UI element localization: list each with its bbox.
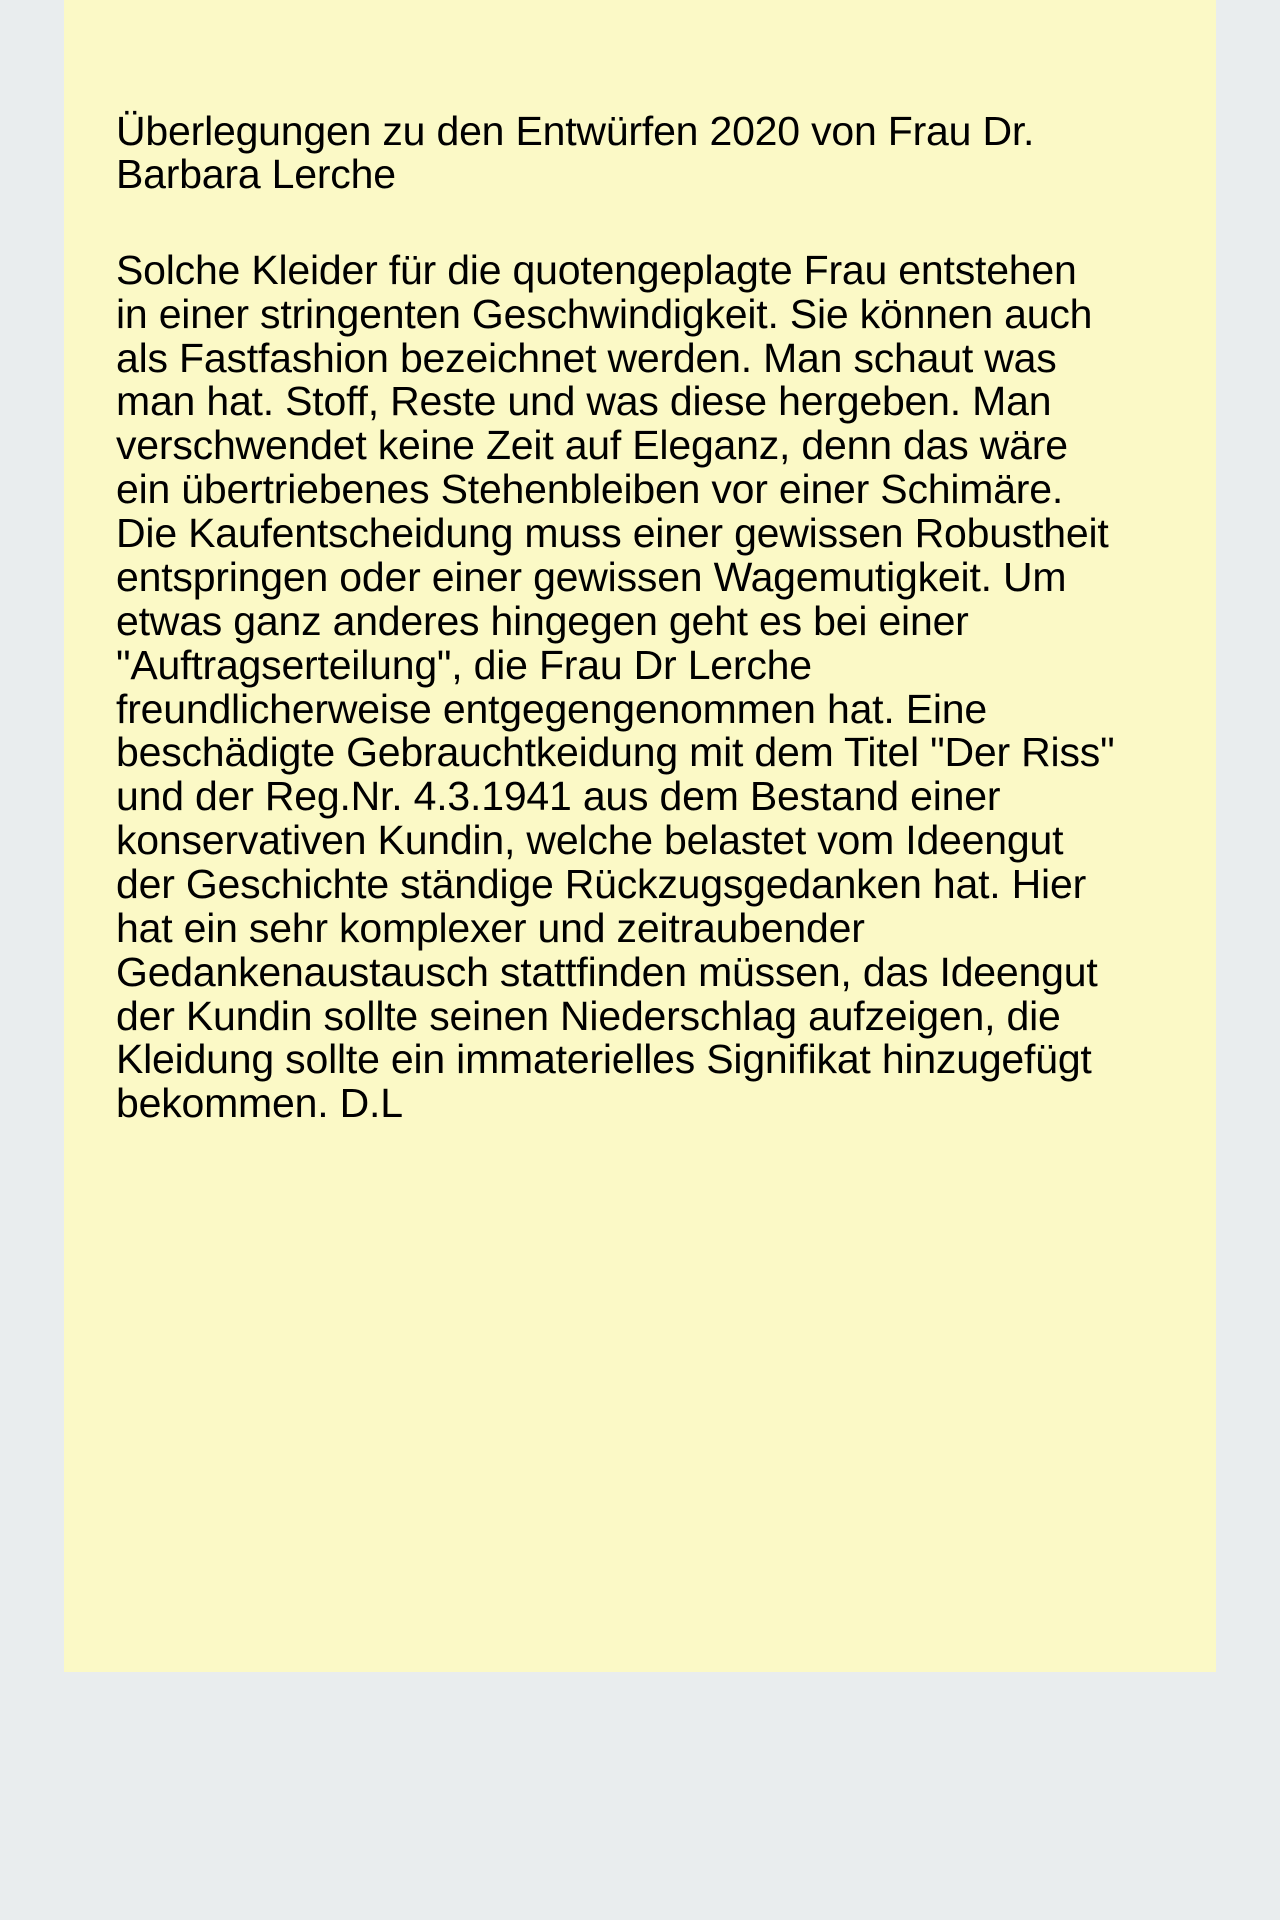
document-page: [64, 0, 1216, 1672]
page-title: Überlegungen zu den Entwürfen 2020 von Frau Dr. Barbara Lerche: [116, 108, 1035, 198]
title-body-spacer: [116, 197, 1116, 249]
document-body-text: Solche Kleider für die quotengeplagte Frau entstehen in einer stringenten Geschwindigkeit. Sie können auch als Fastfashion bezeichnet werden. Man schaut was man hat. Stoff, Reste und was diese hergeben. Man verschwendet keine Zeit auf Eleganz, denn das wäre ein übertriebenes Stehenbleiben vor einer Schimäre. Die Kaufentscheidung muss einer gewissen Robustheit entspringen oder einer gewissen Wagemutigkeit. Um etwas ganz anderes hingegen geht es bei einer "Auftragserteilung", die Frau Dr Lerche freundlicherweise entgegengenommen hat. Eine beschädigte Gebrauchtkeidung mit dem Titel "Der Riss" und der Reg.Nr. 4.3.1941 aus dem Bestand einer konservativen Kundin, welche belastet vom Ideengut der Geschichte ständige Rückzugsgedanken hat. Hier hat ein sehr komplexer und zeitraubender Gedankenaustausch stattfinden müssen, das Ideengut der Kundin sollte seinen Niederschlag aufzeigen, die Kleidung sollte ein immaterielles Signifikat hinzugefügt bekommen. D.L: [116, 246, 1115, 1127]
document-content: [116, 110, 1116, 1126]
